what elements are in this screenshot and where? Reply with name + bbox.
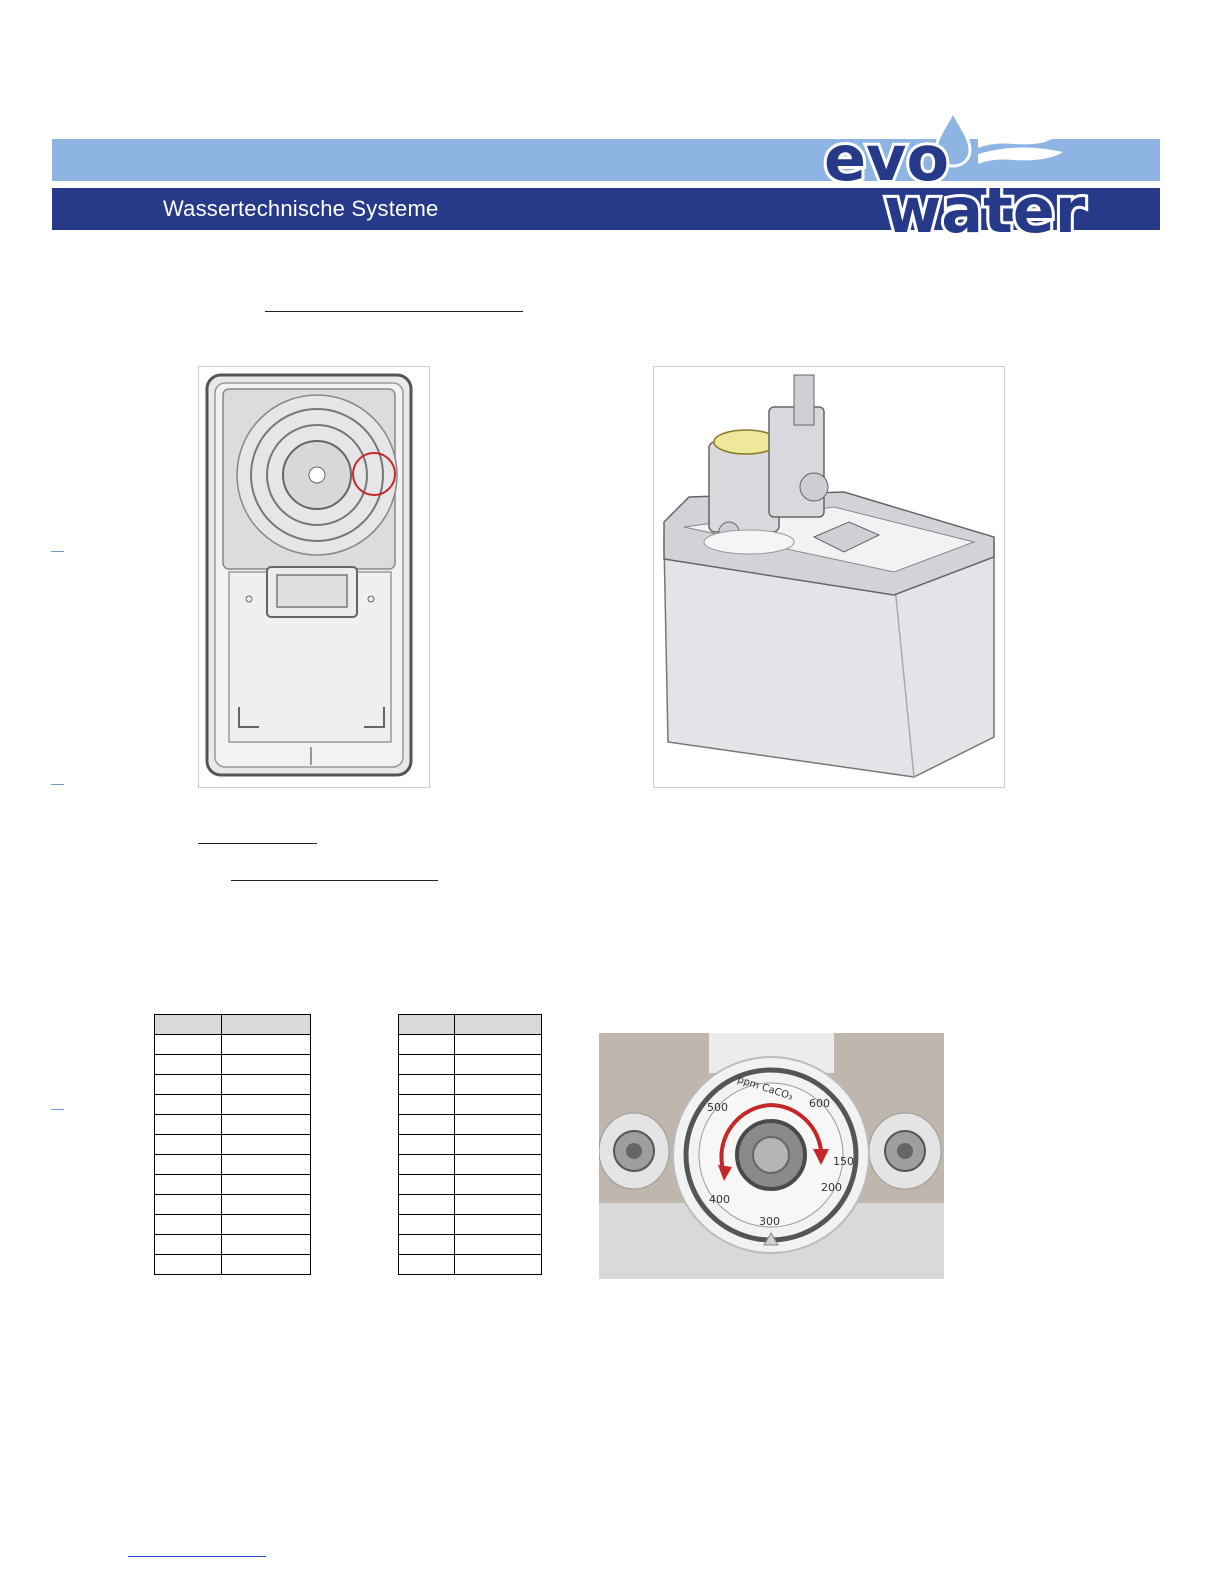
hardness-adjustment-dial-photo-icon — [599, 1033, 944, 1279]
section-heading-underline — [265, 311, 523, 312]
caption-underline — [198, 843, 317, 844]
hardness-dial-photo — [599, 1033, 944, 1279]
caption-underline — [231, 880, 438, 881]
svg-text:water: water — [884, 174, 1086, 236]
dial-tick-label: 400 — [709, 1193, 730, 1206]
footer-link-underline[interactable] — [128, 1556, 266, 1557]
margin-mark — [51, 551, 64, 552]
softener-top-view-drawing-icon — [199, 367, 429, 787]
isometric-figure — [653, 366, 1005, 788]
dial-unit-label: ppm CaCO₃ — [735, 1074, 795, 1103]
dial-tick-label: 500 — [707, 1101, 728, 1114]
hardness-table-left — [154, 1014, 311, 1275]
dial-tick-label: 300 — [759, 1215, 780, 1228]
header-tagline: Wassertechnische Systeme — [163, 196, 439, 221]
dial-tick-label: 600 — [809, 1097, 830, 1110]
top-view-figure — [198, 366, 430, 788]
dial-tick-label: 150 — [833, 1155, 854, 1168]
evowater-logo — [818, 108, 1128, 236]
margin-mark — [51, 1109, 64, 1110]
svg-text:evo: evo — [824, 122, 950, 195]
softener-isometric-drawing-icon — [654, 367, 1004, 787]
hardness-table-right — [398, 1014, 542, 1275]
dial-tick-label: 200 — [821, 1181, 842, 1194]
margin-mark — [51, 784, 64, 785]
